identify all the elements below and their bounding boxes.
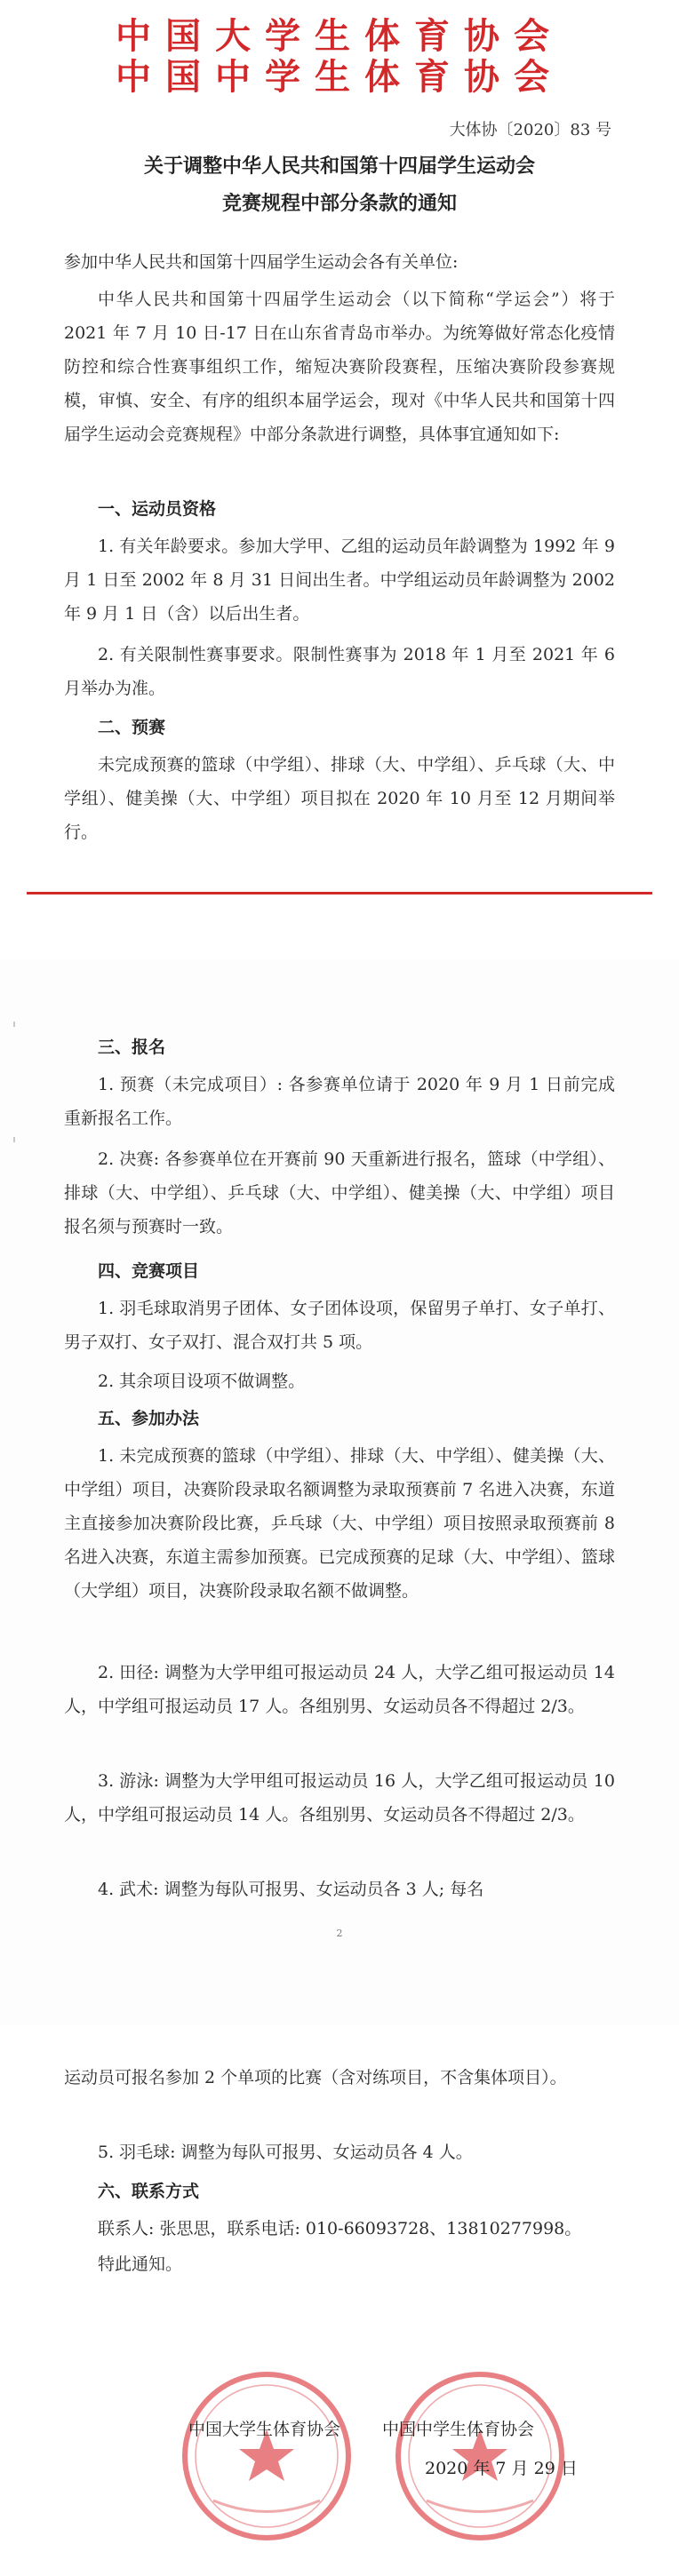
section-5-paragraph-3: 3. 游泳: 调整为大学甲组可报运动员 16 人，大学乙组可报运动员 10 人，中学组可报运动员 14 人。各组别男、女运动员各不得超过 2/3。: [64, 1771, 615, 1825]
page-number: 2: [336, 1928, 343, 1939]
document-page-3: [0, 2025, 679, 2576]
section-3-heading: 三、报名: [98, 1038, 166, 1057]
document-page-1: [0, 0, 679, 959]
document-title-line-2: 竞赛规程中部分条款的通知: [221, 193, 457, 215]
red-divider-line: [27, 892, 652, 894]
closing-line: 特此通知。: [98, 2254, 183, 2274]
signature-org-1: 中国大学生体育协会: [188, 2420, 341, 2439]
section-5-paragraph-5: 5. 羽毛球: 调整为每队可报男、女运动员各 4 人。: [98, 2143, 473, 2162]
contact-line: 联系人: 张思思，联系电话: 010-66093728、13810277998。: [98, 2219, 582, 2238]
section-1-paragraph-1: 1. 有关年龄要求。参加大学甲、乙组的运动员年龄调整为 1992 年 9 月 1 日至 2002 年 8 月 31 日间出生者。中学组运动员年龄调整为 2002 年 9 月 1 日（含）以后出生者。: [64, 537, 615, 624]
section-1-paragraph-2: 2. 有关限制性赛事要求。限制性赛事为 2018 年 1 月至 2021 年 6 月举办为准。: [64, 645, 615, 698]
header-org-2: 中国中学生体育协会: [116, 57, 563, 98]
header-org-1: 中国大学生体育协会: [116, 16, 563, 57]
scan-speck: [13, 1137, 15, 1142]
signature-org-2: 中国中学生体育协会: [382, 2420, 535, 2439]
section-5-paragraph-1: 1. 未完成预赛的篮球（中学组）、排球（大、中学组）、健美操（大、中学组）项目，决赛阶段录取名额调整为录取预赛前 7 名进入决赛，东道主直接参加决赛阶段比赛，乒乓球（大、中学组）项目按照录取预赛前 8 名进入决赛，东道主需参加预赛。已完成预赛的足球（大、中学组）、篮球（大学组）项目，决赛阶段录取名额不做调整。: [64, 1446, 615, 1601]
section-4-heading: 四、竞赛项目: [98, 1261, 200, 1281]
section-5-paragraph-4-end: 运动员可报名参加 2 个单项的比赛（含对练项目，不含集体项目）。: [64, 2068, 567, 2087]
section-3-paragraph-1: 1. 预赛（未完成项目）: 各参赛单位请于 2020 年 9 月 1 日前完成重新报名工作。: [64, 1075, 615, 1128]
document-title-line-1: 关于调整中华人民共和国第十四届学生运动会: [143, 155, 535, 178]
section-6-heading: 六、联系方式: [98, 2182, 200, 2201]
section-1-heading: 一、运动员资格: [98, 499, 217, 519]
intro-paragraph: 中华人民共和国第十四届学生运动会（以下简称“学运会”）将于 2021 年 7 月 10 日-17 日在山东省青岛市举办。为统筹做好常态化疫情防控和综合性赛事组织工作，缩短决赛阶段赛程，压缩决赛阶段参赛规模，审慎、安全、有序的组织本届学运会，现对《中华人民共和国第十四届学生运动会竞赛规程》中部分条款进行调整，具体事宜通知如下:: [64, 290, 615, 444]
section-2-paragraph-1: 未完成预赛的篮球（中学组）、排球（大、中学组）、乒乓球（大、中学组）、健美操（大、中学组）项目拟在 2020 年 10 月至 12 月期间举行。: [64, 755, 615, 842]
section-3-paragraph-2: 2. 决赛: 各参赛单位在开赛前 90 天重新进行报名，篮球（中学组）、排球（大、中学组）、乒乓球（大、中学组）、健美操（大、中学组）项目报名须与预赛时一致。: [64, 1149, 615, 1236]
document-number: 大体协〔2020〕83 号: [449, 121, 611, 139]
document-page-2: [0, 959, 679, 2025]
salutation: 参加中华人民共和国第十四届学生运动会各有关单位:: [64, 252, 459, 272]
section-5-paragraph-2: 2. 田径: 调整为大学甲组可报运动员 24 人，大学乙组可报运动员 14 人，中学组可报运动员 17 人。各组别男、女运动员各不得超过 2/3。: [64, 1663, 615, 1716]
signature-date: 2020 年 7 月 29 日: [425, 2459, 578, 2478]
red-seal-icon: [178, 2367, 355, 2545]
section-4-paragraph-2: 2. 其余项目设项不做调整。: [98, 1371, 306, 1391]
section-2-heading: 二、预赛: [98, 718, 166, 737]
section-5-heading: 五、参加办法: [98, 1409, 200, 1428]
section-5-paragraph-4-start: 4. 武术: 调整为每队可报男、女运动员各 3 人; 每名: [98, 1880, 484, 1899]
section-4-paragraph-1: 1. 羽毛球取消男子团体、女子团体设项，保留男子单打、女子单打、男子双打、女子双打、混合双打共 5 项。: [64, 1299, 615, 1352]
scan-speck: [13, 1022, 15, 1027]
